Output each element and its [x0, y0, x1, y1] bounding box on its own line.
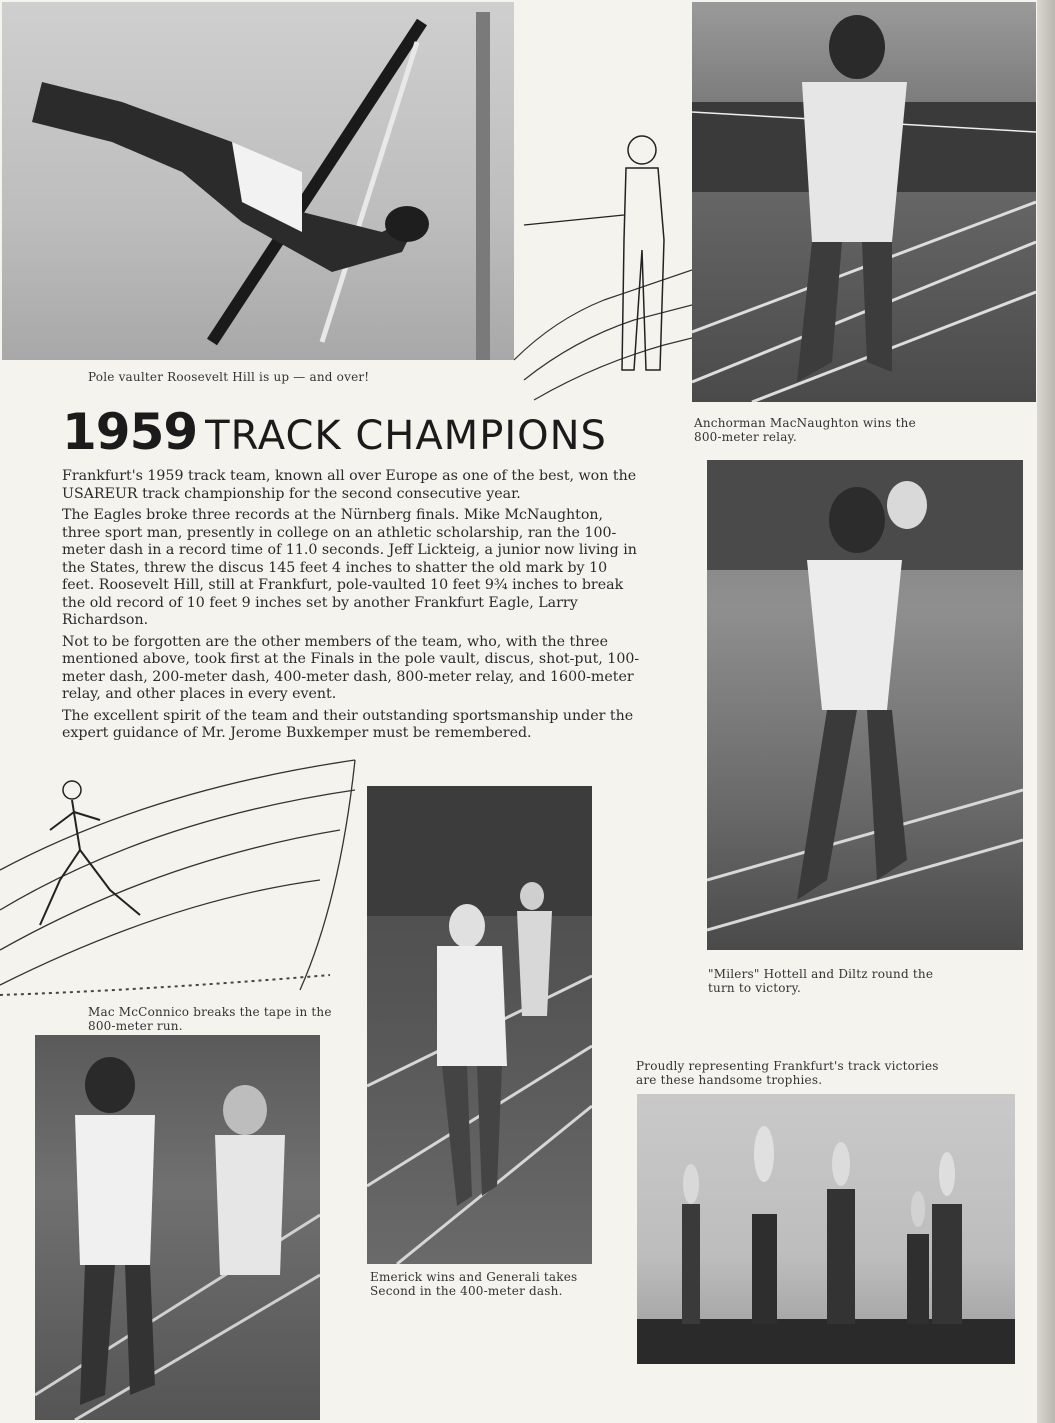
runner-sketch: [0, 750, 360, 1005]
pole-vault-caption: Pole vaulter Roosevelt Hill is up — and over!: [88, 370, 370, 384]
article-paragraph-2: The Eagles broke three records at the Nürnberg finals. Mike McNaughton, three sport man, presently in college on an athletic scholarship, ran the 100-meter dash in a record time of 11.0 seconds. Jeff Lickteig, a junior now living in the States, threw the discus 145 feet 4 inches to shatter the old mark by 10 feet. Roosevelt Hill, still at Frankfurt, pole-vaulted 10 feet 9¾ inches to break the old record of 10 feet 9 inches set by another Frankfurt Eagle, Larry Richardson.: [62, 507, 637, 628]
trophies-caption: Proudly representing Frankfurt's track victories are these handsome trophies.: [636, 1059, 939, 1087]
page-spine-shadow: [1037, 0, 1055, 1423]
article-body: [62, 468, 642, 747]
article-paragraph-4: The excellent spirit of the team and their outstanding sportsmanship under the expert guidance of Mr. Jerome Buxkemper must be remembered.: [62, 707, 634, 741]
anchorman-photo: [692, 2, 1036, 402]
mac-caption: Mac McConnico breaks the tape in the 800-meter run.: [88, 1005, 332, 1033]
official-sketch: [514, 120, 692, 405]
emerick-photo: [367, 786, 592, 1264]
emerick-caption: Emerick wins and Generali takes Second in the 400-meter dash.: [370, 1270, 578, 1298]
page-title: [62, 403, 642, 463]
title-text: TRACK CHAMPIONS: [205, 413, 607, 459]
trophies-photo: [637, 1094, 1015, 1364]
mac-photo: [35, 1035, 320, 1420]
milers-caption: "Milers" Hottell and Diltz round the turn to victory.: [708, 967, 934, 995]
milers-photo: [707, 460, 1023, 950]
article-paragraph-1: Frankfurt's 1959 track team, known all over Europe as one of the best, won the USAREUR track championship for the second consecutive year.: [62, 468, 637, 502]
pole-vault-photo: [2, 2, 514, 360]
article-paragraph-3: Not to be forgotten are the other members of the team, who, with the three mentioned above, took first at the Finals in the pole vault, discus, shot-put, 100-meter dash, 200-meter dash, 400-meter dash, 800-meter relay, and 1600-meter relay, and other places in every event.: [62, 633, 640, 702]
anchorman-caption: Anchorman MacNaughton wins the 800-meter relay.: [694, 416, 916, 444]
title-year: 1959: [62, 403, 198, 461]
